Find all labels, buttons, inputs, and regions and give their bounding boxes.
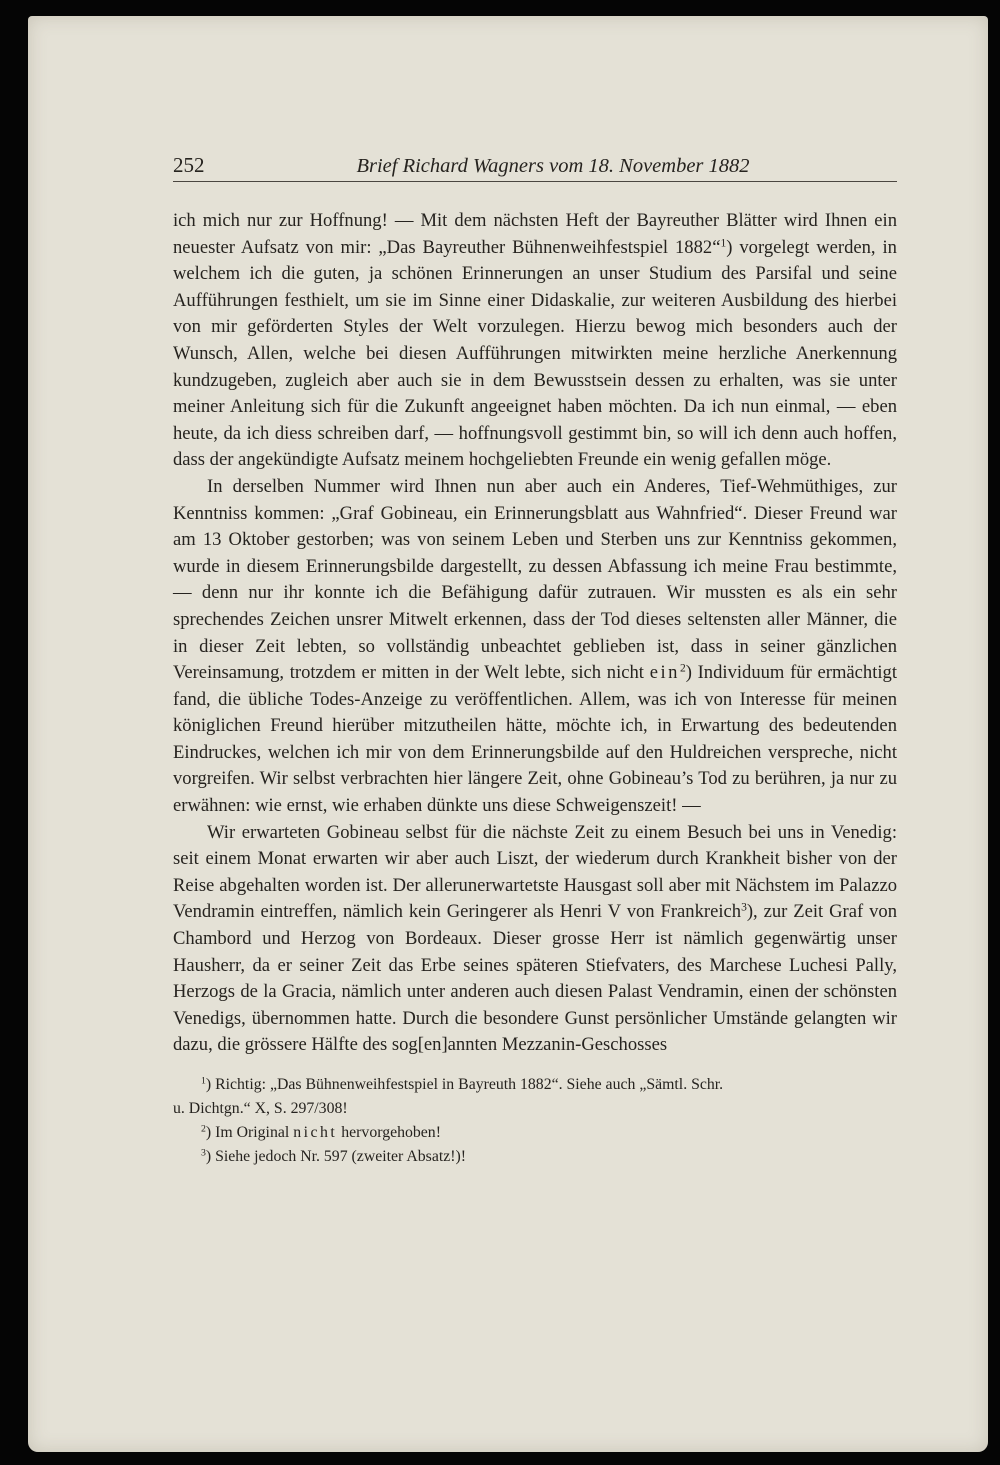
- page-number: 252: [173, 153, 205, 177]
- footnote-ref-2: 2: [679, 662, 686, 675]
- paragraph-1-text-a: ich mich nur zur Hoffnung! — Mit dem nächsten Heft der Bayreuther Blätter wird Ihnen ein neuester Aufsatz von mir: „Das Bayreuther Bühnenweihfestspiel 1882“: [173, 210, 897, 258]
- paragraph-1-text-b: ) vorgelegt werden, in welchem ich die guten, ja schönen Erinnerungen an unser Studium des Parsifal und seine Aufführungen festhielt, um sie im Sinne einer Didaskalie, zur weiteren Ausbildung des hierbei von mir geförderten Styles der Welt vorzulegen. Hierzu bewog mich besonders auch der Wunsch, Allen, welche bei diesen Aufführungen mitwirkten meine herzliche Anerkennung kundzugeben, zugleich aber auch sie in dem Bewusstsein dessen zu erhalten, was sie unter meiner Anleitung sich für die Zukunft angeeignet haben möchten. Da ich nun einmal, — eben heute, da ich diess schreiben darf, — hoffnungsvoll gestimmt bin, so will ich denn auch hoffen, dass der angekündigte Aufsatz meinem hochgeliebten Freunde ein wenig gefallen möge.: [173, 236, 897, 471]
- book-page: [28, 16, 988, 1452]
- footnote-3-number: 3: [201, 1147, 206, 1159]
- page-header: [173, 140, 897, 182]
- footnote-2-text-b: hervorgehoben!: [341, 1124, 441, 1141]
- footnote-2-number: 2: [201, 1123, 206, 1135]
- paragraph-3-text-a: Wir erwarteten Gobineau selbst für die nächste Zeit zu einem Besuch bei uns in Venedig: seit einem Monat erwarten wir aber auch Liszt, der wiederum durch Krankheit bisher von der Reise abgehalten worden ist. Der allerunerwartetste Hausgast soll aber mit Nächstem im Palazzo Vendramin eintreffen, nämlich kein Geringerer als Henri V von Frankreich: [173, 821, 897, 923]
- footnote-1-text: ) Richtig: „Das Bühnenweihfestspiel in Bayreuth 1882“. Siehe auch „Sämtl. Schr.: [205, 1076, 724, 1093]
- footnote-3: [173, 1145, 897, 1169]
- footnote-1-continuation: [173, 1097, 897, 1121]
- emphasized-word: ein: [649, 662, 680, 684]
- footnote-ref-3: 3: [741, 902, 747, 915]
- running-title: Brief Richard Wagners vom 18. November 1882: [356, 155, 750, 177]
- paragraph-1: [173, 208, 897, 474]
- footnote-1-text-cont: u. Dichtgn.“ X, S. 297/308!: [173, 1100, 348, 1117]
- paragraph-3: [173, 820, 897, 1059]
- page-content: [173, 140, 897, 1169]
- footnote-2-text-a: ) Im Original: [205, 1124, 290, 1141]
- letter-body: [173, 208, 897, 1059]
- footnote-1: [173, 1073, 897, 1097]
- footnote-2-emphasized: nicht: [293, 1124, 338, 1141]
- paragraph-2-text-a: In derselben Nummer wird Ihnen nun aber auch ein Anderes, Tief-Wehmüthiges, zur Kenntniss kommen: „Graf Gobineau, ein Erinnerungsblatt aus Wahnfried“. Dieser Freund war am 13 Oktober gestorben; was von seinem Leben und Sterben uns zur Kenntniss gekommen, wurde in diesem Erinnerungsbilde dargestellt, zu dessen Abfassung ich meine Frau bestimmte, — denn nur ihr konnte ich die Befähigung dafür zutrauen. Wir mussten es als ein sehr sprechendes Zeichen unsrer Mitwelt erkennen, dass der Tod dieses seltensten aller Männer, die in dieser Zeit lebten, so vollständig unbeachtet geblieben ist, dass in seiner gänzlichen Vereinsamung, trotzdem er mitten in der Welt lebte, sich nicht: [173, 475, 897, 684]
- footnote-2: [173, 1121, 897, 1145]
- paragraph-3-text-b: ), zur Zeit Graf von Chambord und Herzog von Bordeaux. Dieser grosse Herr ist nämlich gegenwärtig unser Hausherr, da er seiner Zeit das Erbe seines späteren Stiefvaters, des Marchese Luchesi Pally, Herzogs de la Gracia, nämlich unter anderen auch diesen Palast Vendramin, einen der schönsten Venedigs, übernommen hatte. Durch die besondere Gunst persönlicher Umstände gelangten wir dazu, die grössere Hälfte des sog[en]annten Mezzanin-Geschosses: [173, 901, 897, 1056]
- footnotes: [173, 1073, 897, 1169]
- paragraph-2-text-b: ) Individuum für ermächtigt fand, die übliche Todes-Anzeige zu veröffentlichen. Allem, was ich von Interesse für meinen königlichen Freund hierüber mitzutheilen hätte, möchte ich, in Erwartung des bedeutenden Eindruckes, welchen ich mir von dem Erinnerungsbilde auf den Huldreichen verspreche, nicht vorgreifen. Wir selbst verbrachten hier längere Zeit, ohne Gobineau’s Tod zu berühren, ja nur zu erwähnen: wie ernst, wie erhaben dünkte uns diese Schweigenszeit! —: [173, 662, 898, 817]
- footnote-3-text: ) Siehe jedoch Nr. 597 (zweiter Absatz!)!: [205, 1148, 467, 1165]
- footnote-1-number: 1: [201, 1075, 206, 1087]
- paragraph-2: [173, 474, 897, 820]
- footnote-ref-1: 1: [720, 237, 727, 250]
